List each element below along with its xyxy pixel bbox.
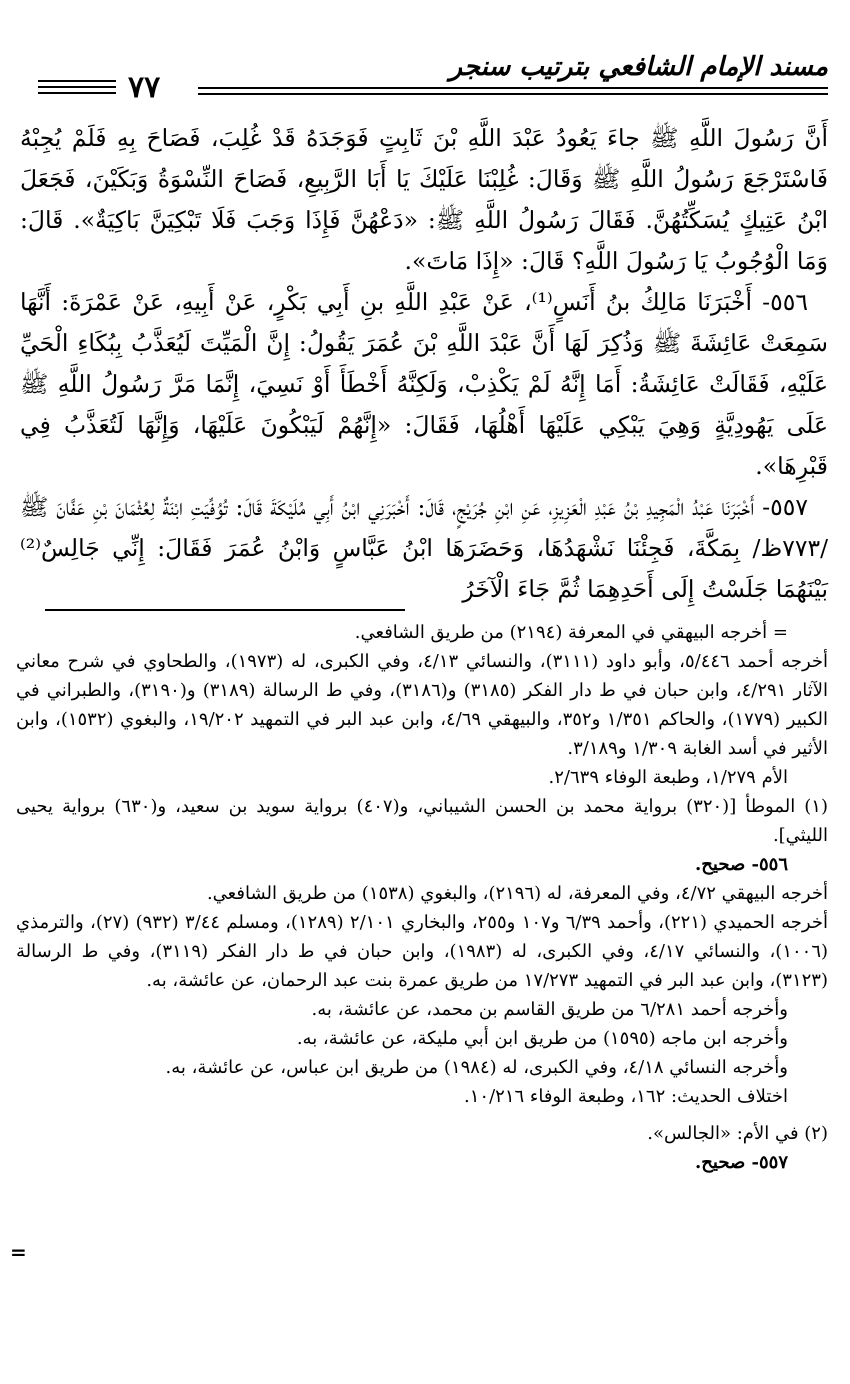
footnotes — [16, 618, 828, 1177]
header-rule-right-2 — [198, 93, 828, 95]
hadith-557-grade: ٥٥٧- صحيح. — [695, 1152, 788, 1173]
header-rule-left-2 — [38, 86, 116, 88]
header-rule-right — [198, 87, 828, 89]
hadith-556: ٥٥٦- أَخْبَرَنَا مَالِكُ بنُ أَنَسٍ⁽¹⁾، عَنْ عَبْدِ اللَّهِ بنِ أَبِي بَكْرٍ، عَنْ أَبِيهِ، عَنْ عَمْرَةَ: أَنَّهَا سَمِعَتْ عَائِشَةَ ﷺ وَذُكِرَ لَهَا أَنَّ عَبْدَ اللَّهِ بْنَ عُمَرَ يَقُولُ: إِنَّ الْمَيِّتَ لَيُعَذَّبُ بِبُكَاءِ الْحَيِّ عَلَيْهِ، فَقَالَتْ عَائِشَةُ: أَمَا إِنَّهُ لَمْ يَكْذِبْ، وَلَكِنَّهُ أَخْطَأَ أَوْ نَسِيَ، إِنَّمَا مَرَّ رَسُولُ اللَّهِ ﷺ عَلَى يَهُودِيَّةٍ وَهِيَ يَبْكِي عَلَيْهَا أَهْلُهَا، فَقَالَ: «إِنَّهُمْ لَيَبْكُونَ عَلَيْهَا، وَإِنَّهَا لَتُعَذَّبُ فِي قَبْرِهَا». — [20, 288, 828, 480]
footnote-line: أخرجه أحمد ٥/٤٤٦، وأبو داود (٣١١١)، والنسائي ٤/١٣، وفي الكبرى، له (١٩٧٣)، والطحاوي في شرح معاني الآثار ٤/٢٩١، وابن حبان في ط دار الفكر (٣١٨٥) و(٣١٨٦)، وفي ط الرسالة (٣١٨٩) و(٣١٩٠)، والطبراني في الكبير (١٧٧٩)، والحاكم ١/٣٥١ و٣٥٢، والبيهقي ٤/٦٩، وابن عبد البر في التمهيد ١٩/٢٠٢، والبغوي (١٥٣٢)، وابن الأثير في أسد الغابة ١/٣٠٩ و٣/١٨٩. — [16, 651, 829, 759]
footnote-line: وأخرجه النسائي ٤/١٨، وفي الكبرى، له (١٩٨٤) من طريق ابن عباس، عن عائشة، به. — [165, 1057, 788, 1078]
header-rule-left — [38, 80, 116, 82]
footnote-line: الأم ١/٢٧٩، وطبعة الوفاء ٢/٦٣٩. — [548, 767, 788, 788]
footnote-2: (٢) في الأم: «الجالس». — [647, 1123, 828, 1144]
footnote-line: أخرجه البيهقي ٤/٧٢، وفي المعرفة، له (٢١٩٦)، والبغوي (١٥٣٨) من طريق الشافعي. — [206, 883, 828, 904]
header-rule-left-3 — [38, 92, 116, 94]
page-number: ٧٧ — [128, 70, 161, 105]
hadith-557: ٥٥٧- أَخْبَرَنَا عَبْدُ الْمَجِيدِ بْنُ عَبْدِ الْعَزِيزِ، عَنِ ابْنِ جُرَيْجٍ، قَالَ: أَخْبَرَنِي ابْنُ أَبِي مُلَيْكَةَ قَالَ: تُوُفِّيَتِ ابْنَةٌ لِعُثْمَانَ بْنِ عَفَّانَ ﷺ /٧٧٣ظ/ بِمَكَّةَ، فَجِئْنَا نَشْهَدُهَا، وَحَضَرَهَا ابْنُ عَبَّاسٍ وَابْنُ عُمَرَ فَقَالَ: إِنِّي جَالِسٌ⁽²⁾ بَيْنَهُمَا جَلَسْتُ إِلَى أَحَدِهِمَا ثُمَّ جَاءَ الْآخَرُ — [20, 493, 828, 603]
footnote-line: اختلاف الحديث: ١٦٢، وطبعة الوفاء ١٠/٢١٦. — [464, 1086, 788, 1107]
footnote-line: وأخرجه ابن ماجه (١٥٩٥) من طريق ابن أبي مليكة، عن عائشة، به. — [296, 1028, 788, 1049]
hadith-556-grade: ٥٥٦- صحيح. — [695, 854, 788, 875]
main-text — [20, 118, 828, 610]
paragraph-continued: أَنَّ رَسُولَ اللَّهِ ﷺ جاءَ يَعُودُ عَبْدَ اللَّهِ بْنَ ثَابِتٍ فَوَجَدَهُ قَدْ غُلِبَ، فَصَاحَ بِهِ فَلَمْ يُجِبْهُ فَاسْتَرْجَعَ رَسُولُ اللَّهِ ﷺ وَقَالَ: غُلِبْنَا عَلَيْكَ يَا أَبَا الرَّبِيعِ، فَصَاحَ النِّسْوَةُ وَبَكَيْنَ، فَجَعَلَ ابْنُ عَتِيكٍ يُسَكِّتُهُنَّ. فَقَالَ رَسُولُ اللَّهِ ﷺ: «دَعْهُنَّ فَإِذَا وَجَبَ فَلَا تَبْكِيَنَّ بَاكِيَةٌ». قَالَ: وَمَا الْوُجُوبُ يَا رَسُولَ اللَّهِ؟ قَالَ: «إِذَا مَاتَ». — [20, 124, 828, 275]
running-header-title: مسند الإمام الشافعي بترتيب سنجر — [449, 52, 828, 82]
footnote-separator — [45, 609, 405, 611]
footnote-line: وأخرجه أحمد ٦/٢٨١ من طريق القاسم بن محمد، عن عائشة، به. — [311, 999, 788, 1020]
footnote-line: أخرجه الحميدي (٢٢١)، وأحمد ٦/٣٩ و١٠٧ و٢٥٥، والبخاري ٢/١٠١ (١٢٨٩)، ومسلم ٣/٤٤ (٩٣٢) (٢٧)، والترمذي (١٠٠٦)، والنسائي ٤/١٧، وفي الكبرى، له (١٩٨٣)، وابن حبان في ط دار الفكر (٣١١٩)، وفي ط الرسالة (٣١٢٣)، وابن عبد البر في التمهيد ١٧/٢٧٣ من طريق عمرة بنت عبد الرحمان، عن عائشة، به. — [16, 912, 829, 991]
continuation-mark: = — [10, 1240, 27, 1264]
footnote-1: (١) الموطأ [(٣٢٠) برواية محمد بن الحسن الشيباني، و(٤٠٧) برواية سويد بن سعيد، و(٦٣٠) برواية يحيى الليثي]. — [16, 796, 828, 846]
footnote-line: = أخرجه البيهقي في المعرفة (٢١٩٤) من طريق الشافعي. — [354, 622, 788, 643]
